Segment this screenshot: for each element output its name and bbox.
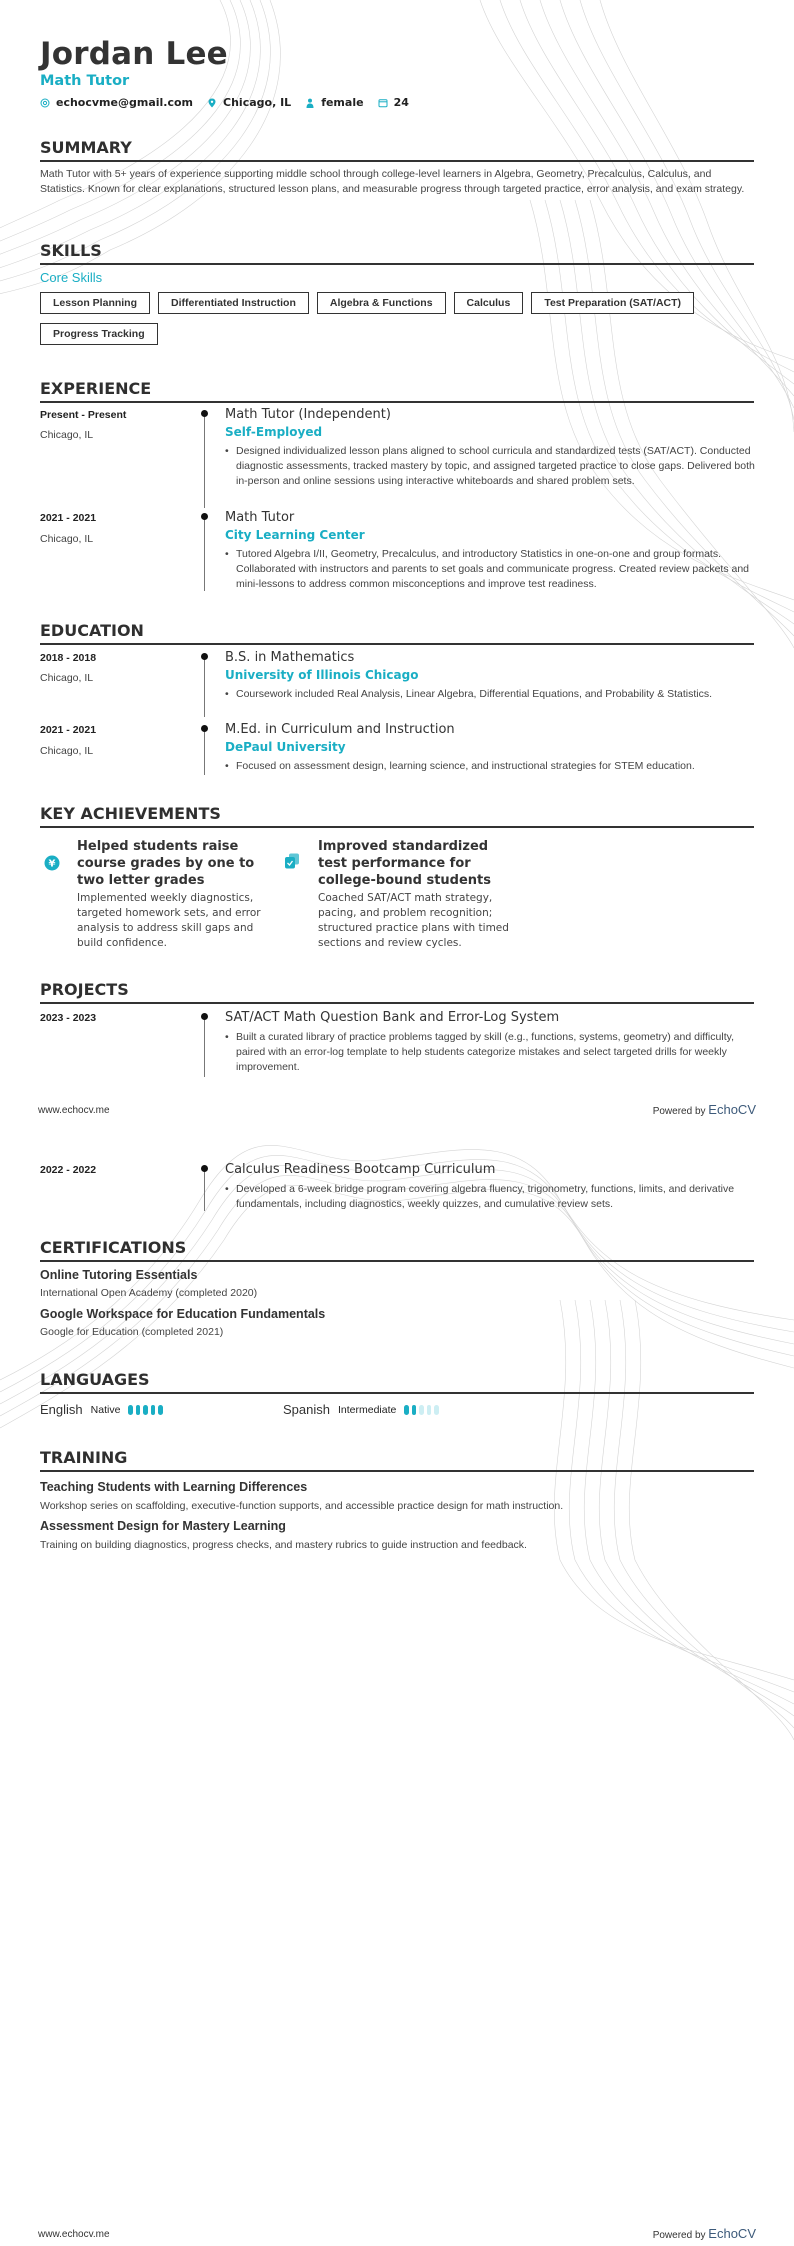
entry-location: Chicago, IL — [40, 672, 94, 684]
entry-title: B.S. in Mathematics — [225, 650, 355, 665]
certification-issuer: International Open Academy (completed 2020) — [40, 1287, 258, 1299]
footer-site-link[interactable]: www.echocv.me — [38, 1105, 110, 1116]
brand-name: EchoCV — [708, 1102, 756, 1117]
section-title-skills: SKILLS — [40, 241, 754, 265]
training-desc: Training on building diagnostics, progress checks, and mastery rubrics to guide instruction and feedback. — [40, 1539, 527, 1551]
entry-dates: 2021 - 2021 — [40, 512, 97, 524]
section-title-languages: LANGUAGES — [40, 1370, 754, 1394]
entry-dates: 2022 - 2022 — [40, 1164, 97, 1176]
entry-dates: 2021 - 2021 — [40, 724, 97, 736]
section-title-experience: EXPERIENCE — [40, 379, 754, 403]
entry-title: SAT/ACT Math Question Bank and Error-Log System — [225, 1010, 560, 1025]
entry-dates: 2023 - 2023 — [40, 1012, 97, 1024]
footer-site-link[interactable]: www.echocv.me — [38, 2229, 110, 2240]
language-item — [283, 1402, 439, 1417]
language-name: English — [40, 1402, 83, 1417]
entry-title: Calculus Readiness Bootcamp Curriculum — [225, 1162, 496, 1177]
skill-chip: Calculus — [454, 292, 524, 314]
section-title-certifications: CERTIFICATIONS — [40, 1238, 754, 1262]
training-desc: Workshop series on scaffolding, executive-function supports, and accessible practice design for math instruction. — [40, 1500, 564, 1512]
candidate-name: Jordan Lee — [40, 36, 228, 72]
candidate-role: Math Tutor — [40, 73, 130, 89]
entry-location: Chicago, IL — [40, 533, 94, 545]
entry-title: M.Ed. in Curriculum and Instruction — [225, 722, 455, 737]
entry-bullet: • Tutored Algebra I/II, Geometry, Precalculus, and introductory Statistics in one-on-one and group formats. Collaborated with instructors and parents to set goals and communicate progress. Created review packets and mini-lessons to address common misconceptions and improve test readiness. — [225, 547, 755, 592]
section-title-achievements: KEY ACHIEVEMENTS — [40, 804, 754, 828]
proficiency-dots — [128, 1405, 163, 1415]
contact-location: Chicago, IL — [207, 96, 291, 109]
skills-group-label: Core Skills — [40, 270, 103, 285]
entry-bullet: • Developed a 6-week bridge program covering algebra fluency, trigonometry, functions, limits, and derivative fundamentals, including diagnostics, weekly quizzes, and cumulative review sets. — [225, 1182, 755, 1212]
summary-text: Math Tutor with 5+ years of experience supporting middle school through college-level learners in Algebra, Geometry, Precalculus, Calculus, and Statistics. Known for clear explanations, structured lesson plans, and measurable progress through targeted practice, error analysis, and exam strategy. — [40, 168, 745, 195]
section-title-education: EDUCATION — [40, 621, 754, 645]
entry-bullet: • Built a curated library of practice problems tagged by skill (e.g., functions, systems, geometry) and difficulty, paired with an error-log template to help students categorize mistakes and select targeted drills for weekly improvement. — [225, 1030, 755, 1075]
contact-age: 24 — [378, 96, 409, 109]
skill-chip: Differentiated Instruction — [158, 292, 309, 314]
skill-chip: Progress Tracking — [40, 323, 158, 345]
skill-chip: Lesson Planning — [40, 292, 150, 314]
entry-dates: 2018 - 2018 — [40, 652, 97, 664]
contact-gender: female — [305, 96, 363, 109]
footer-powered-by[interactable]: Powered by EchoCV — [652, 2226, 756, 2241]
entry-title: Math Tutor — [225, 510, 295, 525]
language-level: Intermediate — [337, 1403, 397, 1416]
svg-text:¥: ¥ — [48, 858, 56, 870]
entry-dates: Present - Present — [40, 409, 127, 421]
certification-name: Google Workspace for Education Fundamentals — [40, 1307, 326, 1321]
language-name: Spanish — [283, 1402, 330, 1417]
section-title-training: TRAINING — [40, 1448, 754, 1472]
entry-location: Chicago, IL — [40, 745, 94, 757]
entry-organization: Self-Employed — [225, 425, 323, 439]
achievement-title: Improved standardized test performance for college-bound students — [318, 839, 491, 888]
entry-location: Chicago, IL — [40, 429, 94, 441]
contact-email[interactable]: echocvme@gmail.com — [40, 96, 193, 109]
entry-bullet: • Focused on assessment design, learning science, and instructional strategies for STEM education. — [225, 759, 755, 774]
entry-bullet: • Coursework included Real Analysis, Linear Algebra, Differential Equations, and Probability & Statistics. — [225, 687, 755, 702]
entry-title: Math Tutor (Independent) — [225, 407, 391, 422]
timeline-line — [204, 1167, 205, 1211]
entry-organization: DePaul University — [225, 740, 346, 754]
entry-bullet: • Designed individualized lesson plans aligned to school curricula and standardized tests (SAT/ACT). Conducted diagnostic assessments, tracked mastery by topic, and assigned targeted practice to close gaps. Delivered both in-person and online sessions using interactive whiteboards and shared problem sets. — [225, 444, 755, 489]
certification-issuer: Google for Education (completed 2021) — [40, 1326, 224, 1338]
proficiency-dots — [404, 1405, 439, 1415]
skill-chip: Test Preparation (SAT/ACT) — [531, 292, 694, 314]
language-item — [40, 1402, 163, 1417]
achievement-desc: Implemented weekly diagnostics, targeted homework sets, and error analysis to address skill gaps and build confidence. — [77, 892, 261, 949]
entry-organization: University of Illinois Chicago — [225, 668, 419, 682]
achievement-title: Helped students raise course grades by one to two letter grades — [77, 839, 255, 888]
brand-name: EchoCV — [708, 2226, 756, 2241]
section-title-summary: SUMMARY — [40, 138, 754, 162]
training-name: Teaching Students with Learning Differences — [40, 1480, 308, 1494]
section-title-projects: PROJECTS — [40, 980, 754, 1004]
entry-organization: City Learning Center — [225, 528, 365, 542]
certification-name: Online Tutoring Essentials — [40, 1268, 198, 1282]
training-name: Assessment Design for Mastery Learning — [40, 1519, 286, 1533]
skill-chip: Algebra & Functions — [317, 292, 446, 314]
language-level: Native — [90, 1403, 121, 1416]
footer-powered-by[interactable]: Powered by EchoCV — [652, 1102, 756, 1117]
achievement-desc: Coached SAT/ACT math strategy, pacing, and problem recognition; structured practice plans with timed sections and review cycles. — [318, 892, 509, 949]
timeline-dot — [201, 1165, 208, 1172]
